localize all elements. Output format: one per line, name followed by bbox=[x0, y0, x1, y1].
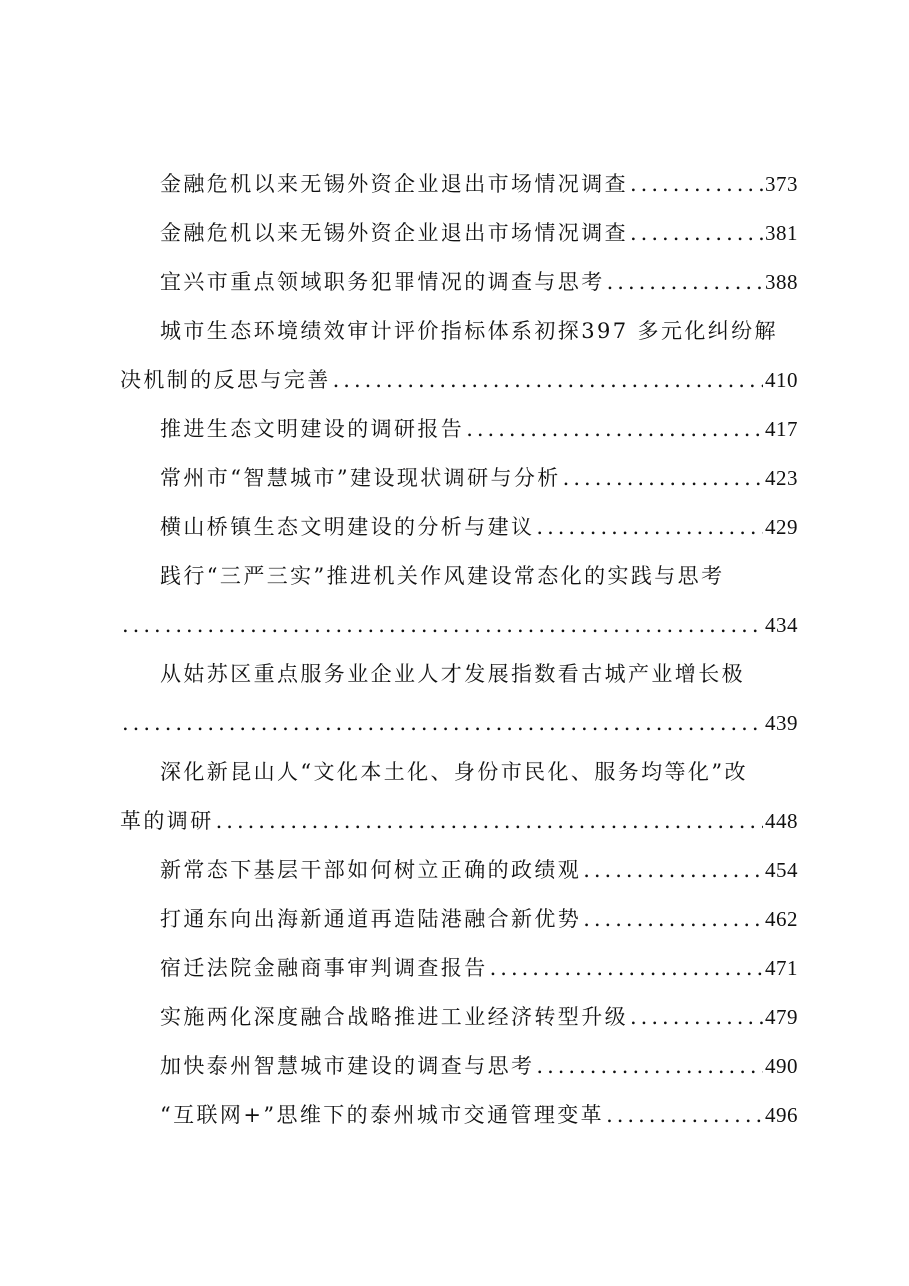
toc-entry-title-line1: 从姑苏区重点服务业企业人才发展指数看古城产业增长极 bbox=[160, 662, 745, 686]
toc-entry-title: 宜兴市重点领域职务犯罪情况的调查与思考 bbox=[160, 270, 605, 294]
toc-entry[interactable] bbox=[120, 454, 798, 503]
toc-entry[interactable] bbox=[120, 1091, 798, 1140]
toc-entry-title: “互联网+”思维下的泰州城市交通管理变革 bbox=[160, 1103, 605, 1127]
toc-entry-title: 金融危机以来无锡外资企业退出市场情况调查 bbox=[160, 221, 628, 245]
toc-leader-dots bbox=[607, 258, 763, 307]
toc-leader-dots bbox=[583, 895, 763, 944]
toc-entry-title: 推进生态文明建设的调研报告 bbox=[160, 417, 465, 441]
toc-leader-dots bbox=[606, 1091, 763, 1140]
toc-entry-title-line2: 革的调研 bbox=[120, 809, 214, 833]
toc-entry[interactable] bbox=[120, 209, 798, 258]
toc-entry-title: 常州市“智慧城市”建设现状调研与分析 bbox=[160, 466, 561, 490]
toc-entry[interactable] bbox=[120, 552, 798, 601]
toc-page-number: 454 bbox=[765, 858, 798, 882]
toc-page-number: 471 bbox=[765, 956, 798, 980]
toc-entry[interactable] bbox=[120, 748, 798, 797]
toc-entry-title-line1: 践行“三严三实”推进机关作风建设常态化的实践与思考 bbox=[160, 564, 725, 588]
toc-page-number: 448 bbox=[765, 809, 798, 833]
toc-entry[interactable] bbox=[120, 650, 798, 699]
toc-entry[interactable] bbox=[120, 846, 798, 895]
toc-leader-dots bbox=[536, 503, 763, 552]
toc-leader-dots bbox=[583, 846, 763, 895]
toc-entry-title: 金融危机以来无锡外资企业退出市场情况调查 bbox=[160, 172, 628, 196]
toc-page-number: 381 bbox=[765, 221, 798, 245]
toc-page-number: 429 bbox=[765, 515, 798, 539]
toc-entry[interactable] bbox=[120, 993, 798, 1042]
toc-leader-dots bbox=[216, 797, 763, 846]
toc-entry-title-line2: 决机制的反思与完善 bbox=[120, 368, 331, 392]
toc-page-number: 462 bbox=[765, 907, 798, 931]
toc-entry-title: 宿迁法院金融商事审判调查报告 bbox=[160, 956, 488, 980]
toc-leader-dots bbox=[466, 405, 763, 454]
toc-page-number: 423 bbox=[765, 466, 798, 490]
toc-entry-title-line1: 深化新昆山人“文化本土化、身份市民化、服务均等化”改 bbox=[160, 760, 748, 784]
toc-entry-continuation[interactable] bbox=[120, 797, 798, 846]
toc-page-number: 417 bbox=[765, 417, 798, 441]
toc-entry[interactable] bbox=[120, 1042, 798, 1091]
toc-page-number: 479 bbox=[765, 1005, 798, 1029]
toc-page-number: 496 bbox=[765, 1103, 798, 1127]
toc-leader-dots bbox=[630, 993, 763, 1042]
toc-entry[interactable] bbox=[120, 258, 798, 307]
toc-leader-dots bbox=[563, 454, 763, 503]
toc-page-number: 439 bbox=[765, 711, 798, 735]
toc-entry-title-line1: 城市生态环境绩效审计评价指标体系初探397 多元化纠纷解 bbox=[160, 319, 778, 343]
table-of-contents bbox=[120, 160, 798, 1140]
toc-page-number: 490 bbox=[765, 1054, 798, 1078]
toc-entry[interactable] bbox=[120, 160, 798, 209]
toc-leader-dots bbox=[122, 601, 763, 650]
toc-leader-dots bbox=[536, 1042, 763, 1091]
toc-leader-dots bbox=[630, 209, 763, 258]
toc-entry-title: 加快泰州智慧城市建设的调查与思考 bbox=[160, 1054, 535, 1078]
toc-entry[interactable] bbox=[120, 944, 798, 993]
toc-page-number: 373 bbox=[765, 172, 798, 196]
toc-entry-title: 实施两化深度融合战略推进工业经济转型升级 bbox=[160, 1005, 628, 1029]
toc-page-number: 434 bbox=[765, 613, 798, 637]
toc-entry[interactable] bbox=[120, 503, 798, 552]
toc-leader-dots bbox=[333, 356, 763, 405]
toc-entry-continuation[interactable] bbox=[120, 356, 798, 405]
toc-entry[interactable] bbox=[120, 405, 798, 454]
toc-entry[interactable] bbox=[120, 895, 798, 944]
toc-leader-dots bbox=[490, 944, 763, 993]
toc-entry[interactable] bbox=[120, 307, 798, 356]
toc-entry-title: 新常态下基层干部如何树立正确的政绩观 bbox=[160, 858, 582, 882]
toc-entry-title: 打通东向出海新通道再造陆港融合新优势 bbox=[160, 907, 582, 931]
toc-entry-continuation[interactable] bbox=[120, 699, 798, 748]
toc-leader-dots bbox=[122, 699, 763, 748]
toc-leader-dots bbox=[630, 160, 763, 209]
toc-entry-continuation[interactable] bbox=[120, 601, 798, 650]
toc-page-number: 388 bbox=[765, 270, 798, 294]
toc-page-number: 410 bbox=[765, 368, 798, 392]
toc-entry-title: 横山桥镇生态文明建设的分析与建议 bbox=[160, 515, 535, 539]
